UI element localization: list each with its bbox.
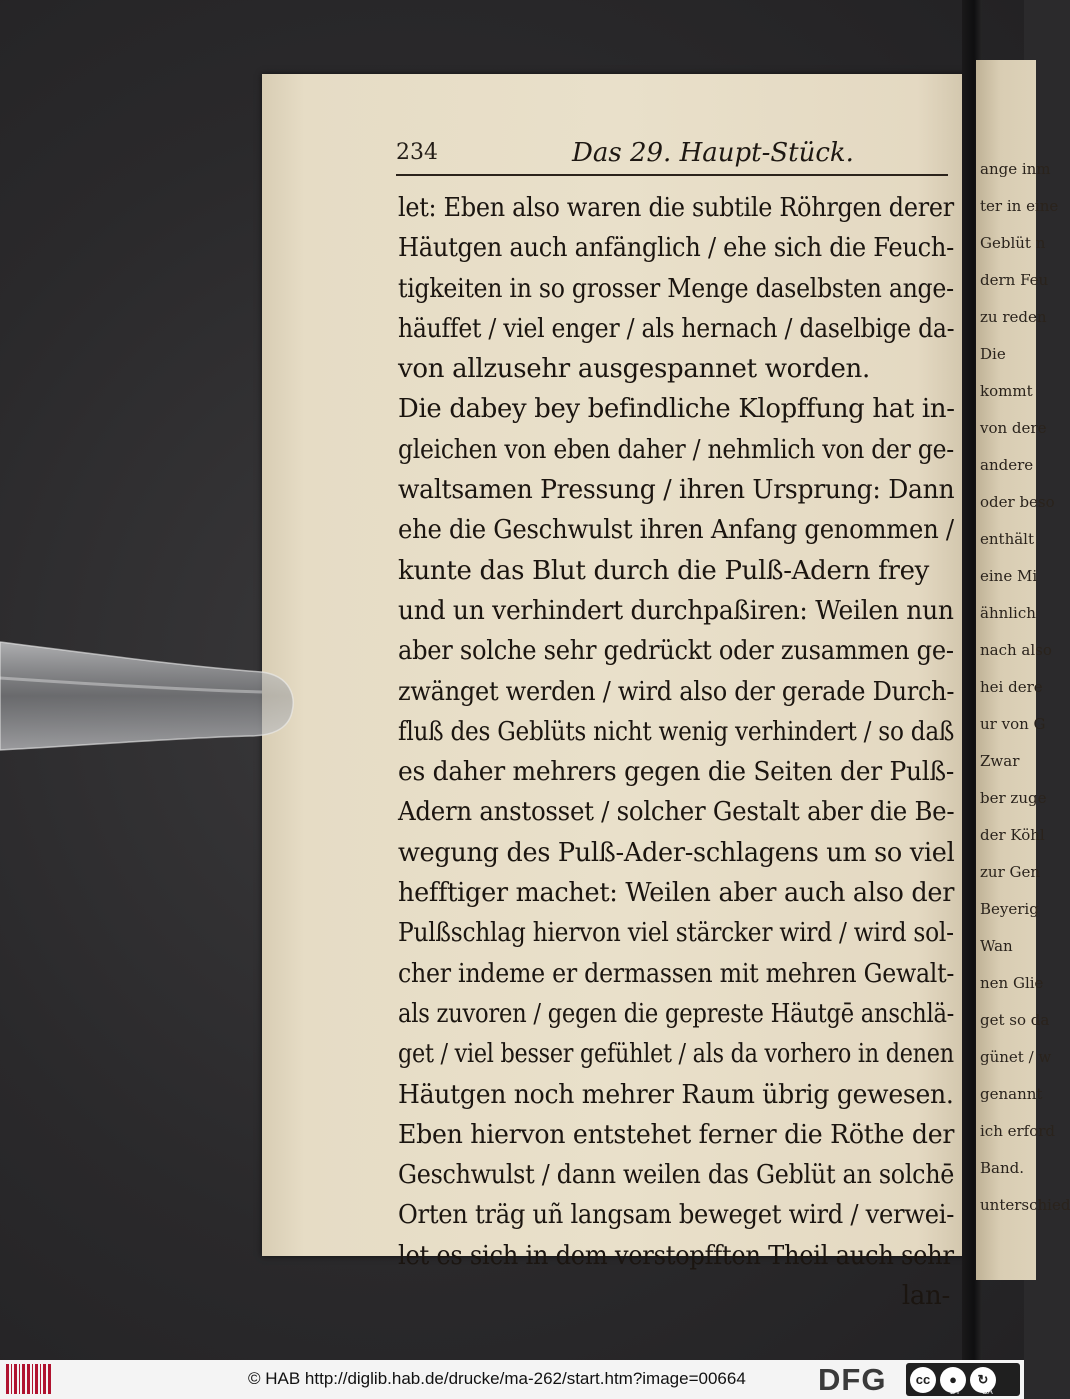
facing-page-fragment: eine Mi bbox=[980, 567, 1038, 585]
text-line: Die dabey bey befindliche Klopffung hat in- bbox=[398, 394, 955, 425]
facing-page-fragment: andere bbox=[980, 456, 1034, 474]
facing-page-fragment: ter in eine bbox=[980, 197, 1059, 215]
text-line: ehe die Geschwulst ihren Anfang genommen / bbox=[398, 515, 954, 546]
facing-page-fragment: ber zuge bbox=[980, 789, 1047, 807]
catchword: lan- bbox=[901, 1281, 950, 1312]
text-line: Orten träg uñ langsam beweget wird / verwei- bbox=[398, 1200, 955, 1231]
facing-page-fragment: ich erford bbox=[980, 1122, 1056, 1140]
text-line: Häutgen auch anfänglich / ehe sich die Feuch- bbox=[398, 233, 955, 264]
text-line: cher indeme er dermassen mit mehren Gewalt- bbox=[398, 958, 955, 989]
text-line: Eben hiervon entstehet ferner die Röthe der bbox=[398, 1119, 955, 1150]
page-header bbox=[396, 140, 956, 180]
text-line: aber solche sehr gedrückt oder zusammen ge- bbox=[398, 636, 954, 667]
page-number: 234 bbox=[396, 140, 438, 165]
facing-page-fragment: enthält bbox=[980, 530, 1034, 548]
text-line: Pulßschlag hiervon viel stärcker wird / wird sol- bbox=[398, 918, 954, 949]
text-line: get / viel besser gefühlet / als da vorhero in denen bbox=[398, 1039, 954, 1070]
footer-bar bbox=[0, 1360, 1024, 1399]
cc-icon: cc bbox=[910, 1367, 936, 1393]
facing-page-fragment: Band. bbox=[980, 1159, 1024, 1177]
text-line: Adern anstosset / solcher Gestalt aber die Be- bbox=[398, 797, 955, 828]
facing-page-fragment: der Köhl bbox=[980, 826, 1045, 844]
text-line: gleichen von eben daher / nehmlich von der ge- bbox=[398, 434, 954, 465]
facing-page-fragment: get so da bbox=[980, 1011, 1050, 1029]
facing-page-fragment: Zwar bbox=[980, 752, 1020, 770]
text-line: tigkeiten in so grosser Menge daselbsten ange- bbox=[398, 273, 954, 304]
facing-page-fragment: dern Feu bbox=[980, 271, 1049, 289]
text-line: let es sich in dem verstopfften Theil auch sehr bbox=[398, 1240, 954, 1271]
page-body-text bbox=[398, 188, 954, 1316]
text-line: let: Eben also waren die subtile Röhrgen derer bbox=[398, 193, 954, 223]
text-line: und un verhindert durchpaßiren: Weilen nun bbox=[398, 595, 954, 626]
text-line: wegung des Pulß-Ader-schlagens um so viel bbox=[398, 837, 955, 868]
page-clip-icon bbox=[0, 638, 295, 753]
facing-page-fragment: von dere bbox=[980, 419, 1047, 437]
facing-page-fragment: Beyerig bbox=[980, 900, 1039, 918]
facing-page-fragment: nen Glie bbox=[980, 974, 1044, 992]
text-line: fluß des Geblüts nicht wenig verhindert / so daß bbox=[398, 716, 955, 747]
running-head: Das 29. Haupt-Stück. bbox=[572, 138, 854, 168]
by-attribution-icon: ● bbox=[940, 1367, 966, 1393]
cc-license-badge[interactable] bbox=[906, 1363, 1020, 1396]
facing-page-fragment: günet / w bbox=[980, 1048, 1052, 1066]
facing-page-fragment: nach also bbox=[980, 641, 1052, 659]
text-line: häuffet / viel enger / als hernach / daselbige da- bbox=[398, 313, 955, 344]
facing-page-fragment: ähnlich bbox=[980, 604, 1036, 622]
header-rule bbox=[396, 174, 948, 176]
facing-page-edge bbox=[976, 60, 1070, 1280]
facing-page-fragment: zur Gen bbox=[980, 863, 1041, 881]
facing-page-fragment: genannt bbox=[980, 1085, 1043, 1103]
text-line: es daher mehrers gegen die Seiten der Pulß- bbox=[398, 757, 955, 788]
dfg-logo: DFG bbox=[818, 1362, 887, 1397]
sa-label: SA bbox=[982, 1387, 993, 1396]
facing-page-fragment: Die bbox=[980, 345, 1006, 363]
text-line: Häutgen noch mehrer Raum übrig gewesen. bbox=[398, 1079, 954, 1110]
facing-page-fragment: Geblüt n bbox=[980, 234, 1046, 252]
text-line: kunte das Blut durch die Pulß-Adern frey bbox=[398, 555, 930, 586]
text-line: als zuvoren / gegen die gepreste Häutgē anschlä- bbox=[398, 998, 955, 1029]
text-line: von allzusehr ausgespannet worden. bbox=[398, 354, 870, 385]
facing-page-fragment: unterschied bbox=[980, 1196, 1070, 1214]
facing-page-fragment: Wan bbox=[980, 937, 1013, 955]
barcode-logo bbox=[6, 1364, 51, 1394]
text-line: Geschwulst / dann weilen das Geblüt an solchē bbox=[398, 1160, 955, 1191]
facing-page-fragment: zu reden bbox=[980, 308, 1047, 326]
facing-page-fragment: kommt bbox=[980, 382, 1033, 400]
sa-share-alike-icon: ↻ bbox=[970, 1367, 996, 1393]
credit-link[interactable]: © HAB http://diglib.hab.de/drucke/ma-262/start.htm?image=00664 bbox=[248, 1369, 746, 1388]
facing-page-fragment: oder beso bbox=[980, 493, 1055, 511]
facing-page-fragment: ange inm bbox=[980, 160, 1051, 178]
text-line: hefftiger machet: Weilen aber auch also der bbox=[398, 878, 955, 909]
facing-page-fragment: ur von G bbox=[980, 715, 1046, 733]
text-line: zwänget werden / wird also der gerade Durch- bbox=[398, 676, 955, 707]
facing-page-fragment: hei dere bbox=[980, 678, 1043, 696]
by-label: BY bbox=[950, 1387, 961, 1396]
text-line: waltsamen Pressung / ihren Ursprung: Dann bbox=[398, 475, 955, 506]
